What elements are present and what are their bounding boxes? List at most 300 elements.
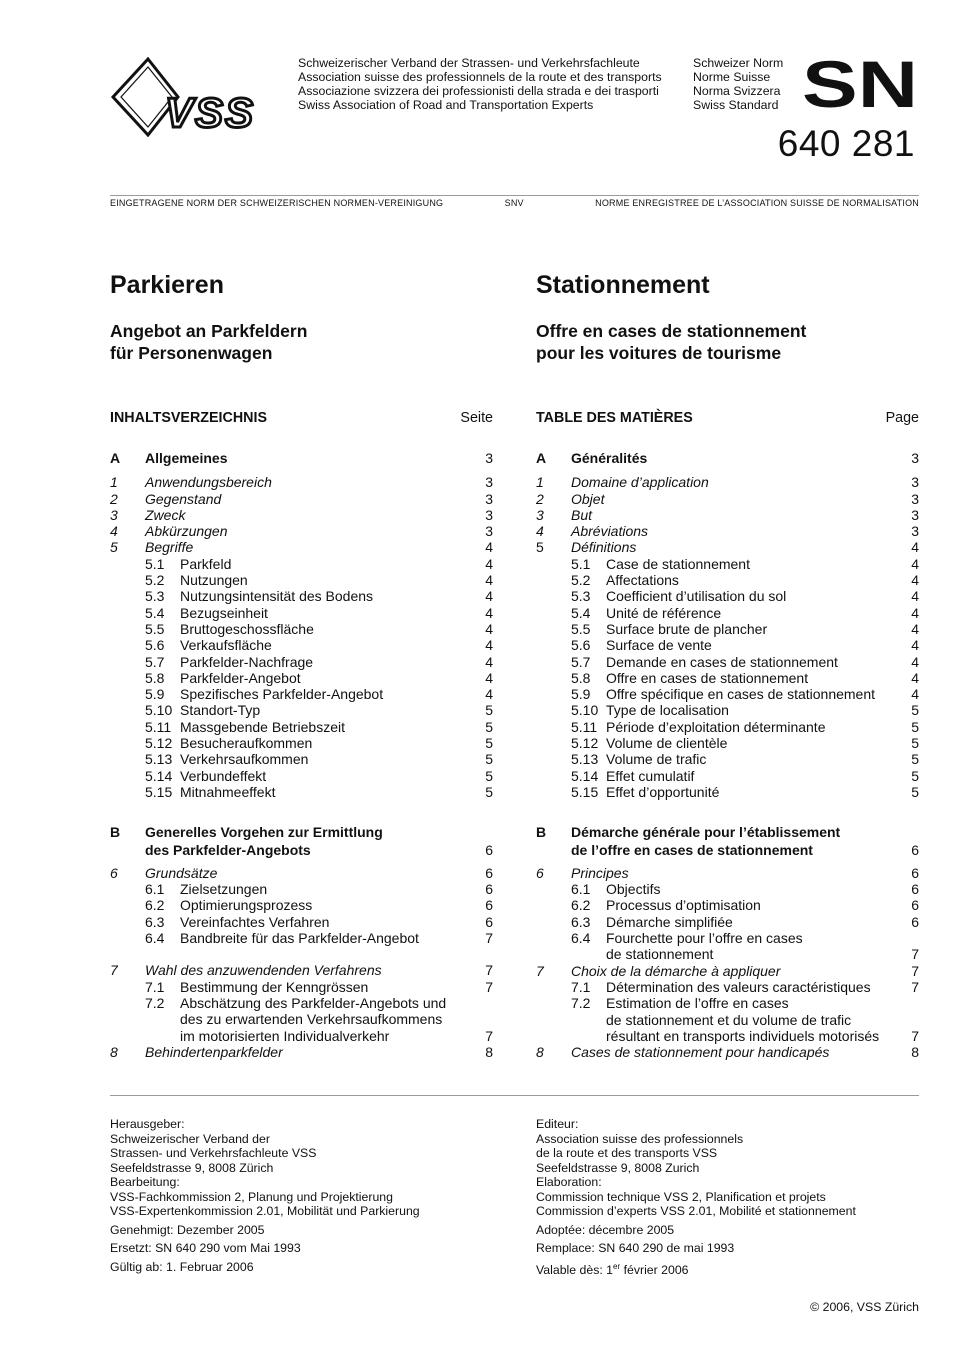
toc-section[interactable]	[110, 450, 493, 466]
registration-bar	[110, 198, 919, 208]
approval-date: Genehmigt: Dezember 2005	[110, 1222, 265, 1237]
toc-text: Besucheraufkommen	[180, 735, 313, 752]
toc-number: 5.15	[571, 783, 599, 800]
toc-number: 5.11	[571, 718, 598, 735]
toc-page: 6	[911, 841, 919, 858]
toc-text: Coefficient d’utilisation du sol	[606, 588, 787, 605]
toc-page: 8	[911, 1044, 919, 1061]
toc-subitem[interactable]	[110, 588, 493, 604]
toc-item[interactable]	[536, 507, 919, 523]
toc-page: 4	[485, 669, 493, 686]
toc-number: 5.4	[571, 604, 591, 621]
toc-text: Processus d’optimisation	[606, 897, 761, 914]
toc-subitem[interactable]	[110, 572, 493, 588]
toc-subitem[interactable]	[536, 621, 919, 637]
toc-item[interactable]	[536, 539, 919, 555]
toc-number: A	[110, 450, 121, 466]
toc-item[interactable]	[110, 962, 493, 978]
toc-section[interactable]	[110, 824, 493, 840]
toc-number: 6.1	[145, 881, 165, 898]
toc-number: 5.10	[571, 702, 599, 719]
toc-subitem[interactable]	[110, 556, 493, 572]
toc-text: Volume de clientèle	[606, 735, 728, 752]
toc-subitem[interactable]	[110, 784, 493, 800]
toc-number: 5.7	[571, 653, 591, 670]
standard-line: Norma Svizzera	[693, 84, 781, 98]
standard-line: Swiss Standard	[693, 98, 779, 112]
toc-text: Affectations	[606, 572, 679, 589]
toc-text: Allgemeines	[145, 450, 228, 466]
toc-page: 4	[485, 686, 493, 703]
toc-item[interactable]	[110, 474, 493, 490]
toc-page: 6	[485, 881, 493, 898]
toc-item[interactable]	[110, 507, 493, 523]
toc-text: Généralités	[571, 450, 648, 466]
toc-text: Standort-Typ	[180, 702, 261, 719]
top-divider	[110, 195, 919, 196]
toc-text: Gegenstand	[145, 490, 222, 507]
valid-from	[536, 1260, 919, 1278]
toc-text: Wahl des anzuwendenden Verfahrens	[145, 962, 382, 979]
toc-text: Case de stationnement	[606, 555, 750, 572]
toc-number: 5.13	[571, 751, 599, 768]
toc-number: 5.1	[571, 555, 591, 572]
toc-subitem[interactable]	[110, 897, 493, 913]
toc-text: Cases de stationnement pour handicapés	[571, 1044, 830, 1061]
german-column	[110, 270, 493, 1060]
toc-subitem[interactable]	[110, 995, 493, 1011]
toc-text: Détermination des valeurs caractéristiques	[606, 978, 871, 995]
toc-subitem[interactable]	[536, 751, 919, 767]
toc-number: 6.4	[145, 930, 165, 947]
toc-text: im motorisierten Individualverkehr	[180, 1027, 390, 1044]
toc-subitem[interactable]	[110, 735, 493, 751]
toc-text: Objet	[571, 490, 605, 507]
toc-page-label: Seite	[460, 410, 493, 426]
toc-text: Abréviations	[571, 523, 649, 540]
toc-subitem[interactable]	[110, 914, 493, 930]
toc-page: 4	[911, 653, 919, 670]
toc-subitem[interactable]	[536, 637, 919, 653]
toc-number: 7	[110, 962, 118, 979]
toc-item[interactable]	[536, 523, 919, 539]
toc-text: Surface brute de plancher	[606, 620, 768, 637]
toc-number: 1	[536, 474, 544, 491]
toc-page: 5	[485, 751, 493, 768]
publisher-line: Seefeldstrasse 9, 8008 Zürich	[110, 1160, 274, 1175]
toc-subitem[interactable]	[110, 621, 493, 637]
toc-subitems	[110, 556, 493, 800]
toc-number: 5.9	[145, 686, 165, 703]
toc-page: 6	[485, 913, 493, 930]
toc-page: 7	[911, 1027, 919, 1044]
toc-text: Estimation de l’offre en cases	[606, 995, 789, 1012]
toc-text: Définitions	[571, 539, 637, 556]
toc-subitem[interactable]	[110, 930, 493, 946]
toc-subitem[interactable]	[536, 897, 919, 913]
toc-text: Bezugseinheit	[180, 604, 268, 621]
toc-page: 6	[911, 913, 919, 930]
toc-number: 5.10	[145, 702, 173, 719]
toc-title: TABLE DES MATIÈRES	[536, 410, 693, 426]
org-line: Associazione svizzera dei professionisti della strada e dei trasporti	[298, 84, 659, 98]
toc-page: 4	[485, 620, 493, 637]
toc-item[interactable]	[536, 963, 919, 979]
toc-number: 5.9	[571, 686, 591, 703]
toc-text: Effet d’opportunité	[606, 783, 720, 800]
toc-item[interactable]	[536, 865, 919, 881]
toc-text: Parkfelder-Angebot	[180, 669, 301, 686]
toc-page: 5	[485, 702, 493, 719]
toc-number: 1	[110, 474, 118, 491]
toc-text: Massgebende Betriebszeit	[180, 718, 345, 735]
toc-page: 3	[485, 450, 493, 466]
toc-page: 3	[911, 450, 919, 466]
toc-text: Choix de la démarche à appliquer	[571, 962, 781, 979]
toc-text: Optimierungsprozess	[180, 897, 313, 914]
editor-line: Commission d’experts VSS 2.01, Mobilité et stationnement	[536, 1204, 856, 1218]
toc-item[interactable]	[110, 523, 493, 539]
toc-subitem[interactable]	[110, 670, 493, 686]
toc-number: 7.1	[571, 978, 591, 995]
toc-number: 3	[110, 506, 118, 523]
valid-from: Gültig ab: 1. Februar 2006	[110, 1259, 254, 1274]
vss-logo	[110, 57, 290, 137]
toc-subitem[interactable]	[536, 702, 919, 718]
toc-subitem[interactable]	[110, 719, 493, 735]
toc-number: A	[536, 450, 547, 466]
toc-text: Période d’exploitation déterminante	[606, 718, 826, 735]
toc-number: 5.5	[145, 620, 165, 637]
french-column	[536, 270, 919, 1060]
toc-number: 5.6	[145, 637, 165, 654]
subtitle: Offre en cases de stationnement	[536, 321, 807, 341]
toc-number: 8	[110, 1043, 118, 1060]
toc-section[interactable]	[536, 824, 919, 840]
toc-text: But	[571, 506, 593, 523]
toc-item[interactable]	[110, 539, 493, 555]
vss-logo-text: VSS	[164, 89, 256, 136]
toc-number: 5.2	[145, 572, 165, 589]
valid-from-suffix: février 2006	[620, 1262, 689, 1277]
sn-logo	[800, 57, 920, 109]
toc-text: Nutzungsintensität des Bodens	[180, 588, 374, 605]
toc-text: Démarche simplifiée	[606, 913, 733, 930]
toc-page: 3	[911, 490, 919, 507]
publisher-line: de la route et des transports VSS	[536, 1146, 718, 1160]
toc-number: 4	[536, 523, 544, 540]
toc-text: Spezifisches Parkfelder-Angebot	[180, 686, 384, 703]
toc-page: 3	[485, 474, 493, 491]
toc-number: 6.3	[145, 913, 165, 930]
editor-label: Bearbeitung:	[110, 1175, 180, 1189]
toc-page: 7	[485, 930, 493, 947]
toc-section[interactable]	[536, 450, 919, 466]
toc-number: 5.8	[145, 669, 165, 686]
toc-text: Offre en cases de stationnement	[606, 669, 809, 686]
toc-subitem[interactable]	[536, 930, 919, 946]
toc-text: de stationnement	[606, 946, 714, 963]
toc-page: 5	[911, 783, 919, 800]
page-title: Stationnement	[536, 271, 710, 299]
toc-subitem[interactable]	[536, 572, 919, 588]
toc-page: 4	[485, 572, 493, 589]
toc-page: 7	[911, 946, 919, 963]
toc-page: 4	[911, 604, 919, 621]
toc-number: 2	[110, 490, 118, 507]
publisher-label: Editeur:	[536, 1117, 579, 1131]
toc-subitem-cont[interactable]	[110, 1011, 493, 1027]
toc-text: Generelles Vorgehen zur Ermittlung	[145, 824, 383, 841]
toc-section-cont[interactable]	[110, 842, 493, 858]
copyright: © 2006, VSS Zürich	[810, 1300, 919, 1314]
toc-number: 5.2	[571, 572, 591, 589]
toc-text: de l’offre en cases de stationnement	[571, 841, 813, 858]
toc-text: Parkfelder-Nachfrage	[180, 653, 314, 670]
toc-subitem-cont[interactable]	[110, 1028, 493, 1044]
toc-page: 3	[911, 523, 919, 540]
toc-page: 5	[911, 735, 919, 752]
toc-page: 3	[485, 490, 493, 507]
toc-page: 7	[485, 1027, 493, 1044]
toc-page: 7	[485, 978, 493, 995]
toc-number: 6.1	[571, 881, 591, 898]
toc-page: 4	[485, 637, 493, 654]
toc-page: 5	[485, 735, 493, 752]
toc-number: 4	[110, 523, 118, 540]
toc-subitem[interactable]	[110, 751, 493, 767]
toc-text: Domaine d’application	[571, 474, 709, 491]
toc-subitem-cont[interactable]	[536, 1028, 919, 1044]
toc-text: de stationnement et du volume de trafic	[606, 1011, 852, 1028]
toc-text: résultant en transports individuels motorisés	[606, 1027, 880, 1044]
publisher-line: Strassen- und Verkehrsfachleute VSS	[110, 1146, 317, 1160]
toc-number: 7.2	[145, 994, 165, 1011]
toc-number: 7	[536, 962, 544, 979]
toc-subitem[interactable]	[536, 605, 919, 621]
editor-line: VSS-Expertenkommission 2.01, Mobilität und Parkierung	[110, 1204, 420, 1218]
toc-subitem[interactable]	[536, 735, 919, 751]
toc-text: Verbundeffekt	[180, 767, 267, 784]
toc-number: 3	[536, 506, 544, 523]
toc-item[interactable]	[536, 1044, 919, 1060]
toc-subitem[interactable]	[536, 556, 919, 572]
toc-text: Abschätzung des Parkfelder-Angebots und	[180, 994, 447, 1011]
toc-number: 6.4	[571, 930, 591, 947]
toc-page: 6	[485, 897, 493, 914]
toc-text: Bruttogeschossfläche	[180, 620, 314, 637]
toc-text: Anwendungsbereich	[145, 474, 272, 491]
toc-number: 7.2	[571, 995, 591, 1012]
toc-item[interactable]	[110, 491, 493, 507]
toc-text: Objectifs	[606, 881, 661, 898]
toc-number: 6.3	[571, 913, 591, 930]
toc-subitems	[536, 556, 919, 800]
association-names	[298, 56, 662, 112]
toc-subitem[interactable]	[110, 686, 493, 702]
toc-text: Nutzungen	[180, 572, 248, 589]
toc-page: 6	[485, 841, 493, 858]
footer-divider	[110, 1095, 919, 1096]
toc-number: 5.6	[571, 637, 591, 654]
toc-subitem[interactable]	[536, 979, 919, 995]
toc-text: Verkaufsfläche	[180, 637, 272, 654]
toc-subitem[interactable]	[536, 914, 919, 930]
toc-page: 5	[485, 783, 493, 800]
toc-subitem[interactable]	[536, 719, 919, 735]
toc-subitem[interactable]	[536, 995, 919, 1011]
toc-subitem[interactable]	[536, 881, 919, 897]
toc-number: 8	[536, 1044, 544, 1061]
toc-number: 5.1	[145, 555, 165, 572]
subtitle: pour les voitures de tourisme	[536, 343, 782, 363]
toc-text: Begriffe	[145, 539, 194, 556]
toc-text: des zu erwartenden Verkehrsaufkommens	[180, 1011, 443, 1028]
toc-text: Behindertenparkfelder	[145, 1043, 283, 1060]
standard-names	[693, 56, 783, 112]
toc-text: Mitnahmeeffekt	[180, 783, 276, 800]
toc-page: 8	[485, 1043, 493, 1060]
toc-text: Vereinfachtes Verfahren	[180, 913, 330, 930]
toc-item[interactable]	[110, 1044, 493, 1060]
toc-subitem[interactable]	[110, 637, 493, 653]
toc-page: 7	[911, 962, 919, 979]
toc-page: 6	[911, 864, 919, 881]
toc-text: Démarche générale pour l’établissement	[571, 824, 841, 841]
org-line: Association suisse des professionnels de la route et des transports	[298, 70, 662, 84]
toc-item[interactable]	[536, 474, 919, 490]
toc-subitem[interactable]	[536, 670, 919, 686]
toc-page-label: Page	[885, 410, 919, 426]
toc-number: 5.15	[145, 783, 173, 800]
org-line: Schweizerischer Verband der Strassen- und Verkehrsfachleute	[298, 56, 640, 70]
toc-number: 5.7	[145, 653, 165, 670]
editor-label: Elaboration:	[536, 1175, 602, 1189]
toc-number: 7.1	[145, 978, 165, 995]
toc-number: 5.12	[145, 735, 173, 752]
toc-text: Principes	[571, 864, 629, 881]
toc-subitem[interactable]	[536, 784, 919, 800]
toc-text: Zielsetzungen	[180, 881, 268, 898]
toc-item[interactable]	[110, 865, 493, 881]
toc-subitem[interactable]	[110, 979, 493, 995]
toc-text: Effet cumulatif	[606, 767, 695, 784]
toc-subitem[interactable]	[110, 881, 493, 897]
valid-from-prefix: Valable dès: 1	[536, 1262, 614, 1277]
subtitle: für Personenwagen	[110, 343, 273, 363]
toc-number: 5.12	[571, 735, 599, 752]
toc-text: Type de localisation	[606, 702, 729, 719]
toc-text: Zweck	[145, 506, 186, 523]
replaces-note: Ersetzt: SN 640 290 vom Mai 1993	[110, 1241, 301, 1255]
toc-page: 3	[911, 506, 919, 523]
toc-title: INHALTSVERZEICHNIS	[110, 410, 268, 426]
toc-page: 4	[485, 555, 493, 572]
toc-subitem[interactable]	[536, 768, 919, 784]
toc-text: Demande en cases de stationnement	[606, 653, 838, 670]
valid-from-sup: er	[613, 1261, 621, 1271]
toc-page: 5	[485, 767, 493, 784]
toc-page: 5	[911, 702, 919, 719]
toc-page: 4	[911, 555, 919, 572]
toc-item[interactable]	[536, 491, 919, 507]
toc-page: 4	[485, 588, 493, 605]
toc-number: B	[110, 824, 121, 841]
toc-number: 5	[110, 539, 118, 556]
toc-subitem-cont[interactable]	[536, 946, 919, 962]
toc-page: 7	[911, 978, 919, 995]
toc-page: 4	[911, 620, 919, 637]
toc-text: Volume de trafic	[606, 751, 707, 768]
toc-section-cont[interactable]	[536, 842, 919, 858]
toc-subitem[interactable]	[110, 768, 493, 784]
toc-number: 6	[536, 864, 544, 881]
toc-number: 6.2	[571, 897, 591, 914]
toc-text: Parkfeld	[180, 555, 232, 572]
toc-page: 4	[485, 539, 493, 556]
toc-number: 5.14	[145, 767, 173, 784]
toc-page: 3	[485, 523, 493, 540]
page-title: Parkieren	[110, 271, 224, 299]
toc-number: 5.14	[571, 767, 599, 784]
editor-line: VSS-Fachkommission 2, Planung und Projektierung	[110, 1189, 393, 1204]
toc-text: Unité de référence	[606, 604, 722, 621]
subtitle: Angebot an Parkfeldern	[110, 321, 308, 341]
toc-page: 5	[911, 718, 919, 735]
standard-number: 640 281	[777, 123, 915, 164]
toc-page: 6	[911, 881, 919, 898]
toc-subitem[interactable]	[110, 702, 493, 718]
publisher-info-fr	[536, 1117, 919, 1277]
toc-subitem[interactable]	[536, 686, 919, 702]
toc-subitem-cont[interactable]	[536, 1012, 919, 1028]
toc-subitem[interactable]	[110, 605, 493, 621]
publisher-info-de	[110, 1117, 510, 1274]
toc-subitem[interactable]	[536, 654, 919, 670]
toc-text: Bandbreite für das Parkfelder-Angebot	[180, 930, 419, 947]
toc-number: 6	[110, 864, 118, 881]
org-line: Swiss Association of Road and Transportation Experts	[298, 98, 594, 112]
approval-date: Adoptée: décembre 2005	[536, 1222, 675, 1237]
toc-page: 4	[911, 669, 919, 686]
toc-text: Fourchette pour l’offre en cases	[606, 930, 803, 947]
toc-page: 3	[911, 474, 919, 491]
toc-subitem[interactable]	[110, 654, 493, 670]
toc-page: 4	[911, 572, 919, 589]
toc-number: 5	[536, 539, 544, 556]
toc-page: 3	[485, 506, 493, 523]
toc-page: 5	[911, 767, 919, 784]
sn-logo-text: SN	[802, 57, 918, 109]
toc-text: Grundsätze	[145, 864, 218, 881]
toc-number: 5.3	[571, 588, 591, 605]
toc-number: B	[536, 824, 547, 841]
publisher-label: Herausgeber:	[110, 1117, 185, 1131]
toc-page: 4	[911, 588, 919, 605]
toc-number: 5.8	[571, 669, 591, 686]
toc-header	[110, 410, 493, 426]
replaces-note: Remplace: SN 640 290 de mai 1993	[536, 1241, 735, 1255]
toc-subitem[interactable]	[536, 588, 919, 604]
toc-page: 4	[485, 653, 493, 670]
toc-page: 6	[911, 897, 919, 914]
toc-page: 4	[485, 604, 493, 621]
toc-page: 4	[911, 686, 919, 703]
registration-right: NORME ENREGISTREE DE L’ASSOCIATION SUISSE DE NORMALISATION	[595, 198, 919, 208]
toc-page: 4	[911, 539, 919, 556]
toc-text: Surface de vente	[606, 637, 712, 654]
toc-number: 5.13	[145, 751, 173, 768]
